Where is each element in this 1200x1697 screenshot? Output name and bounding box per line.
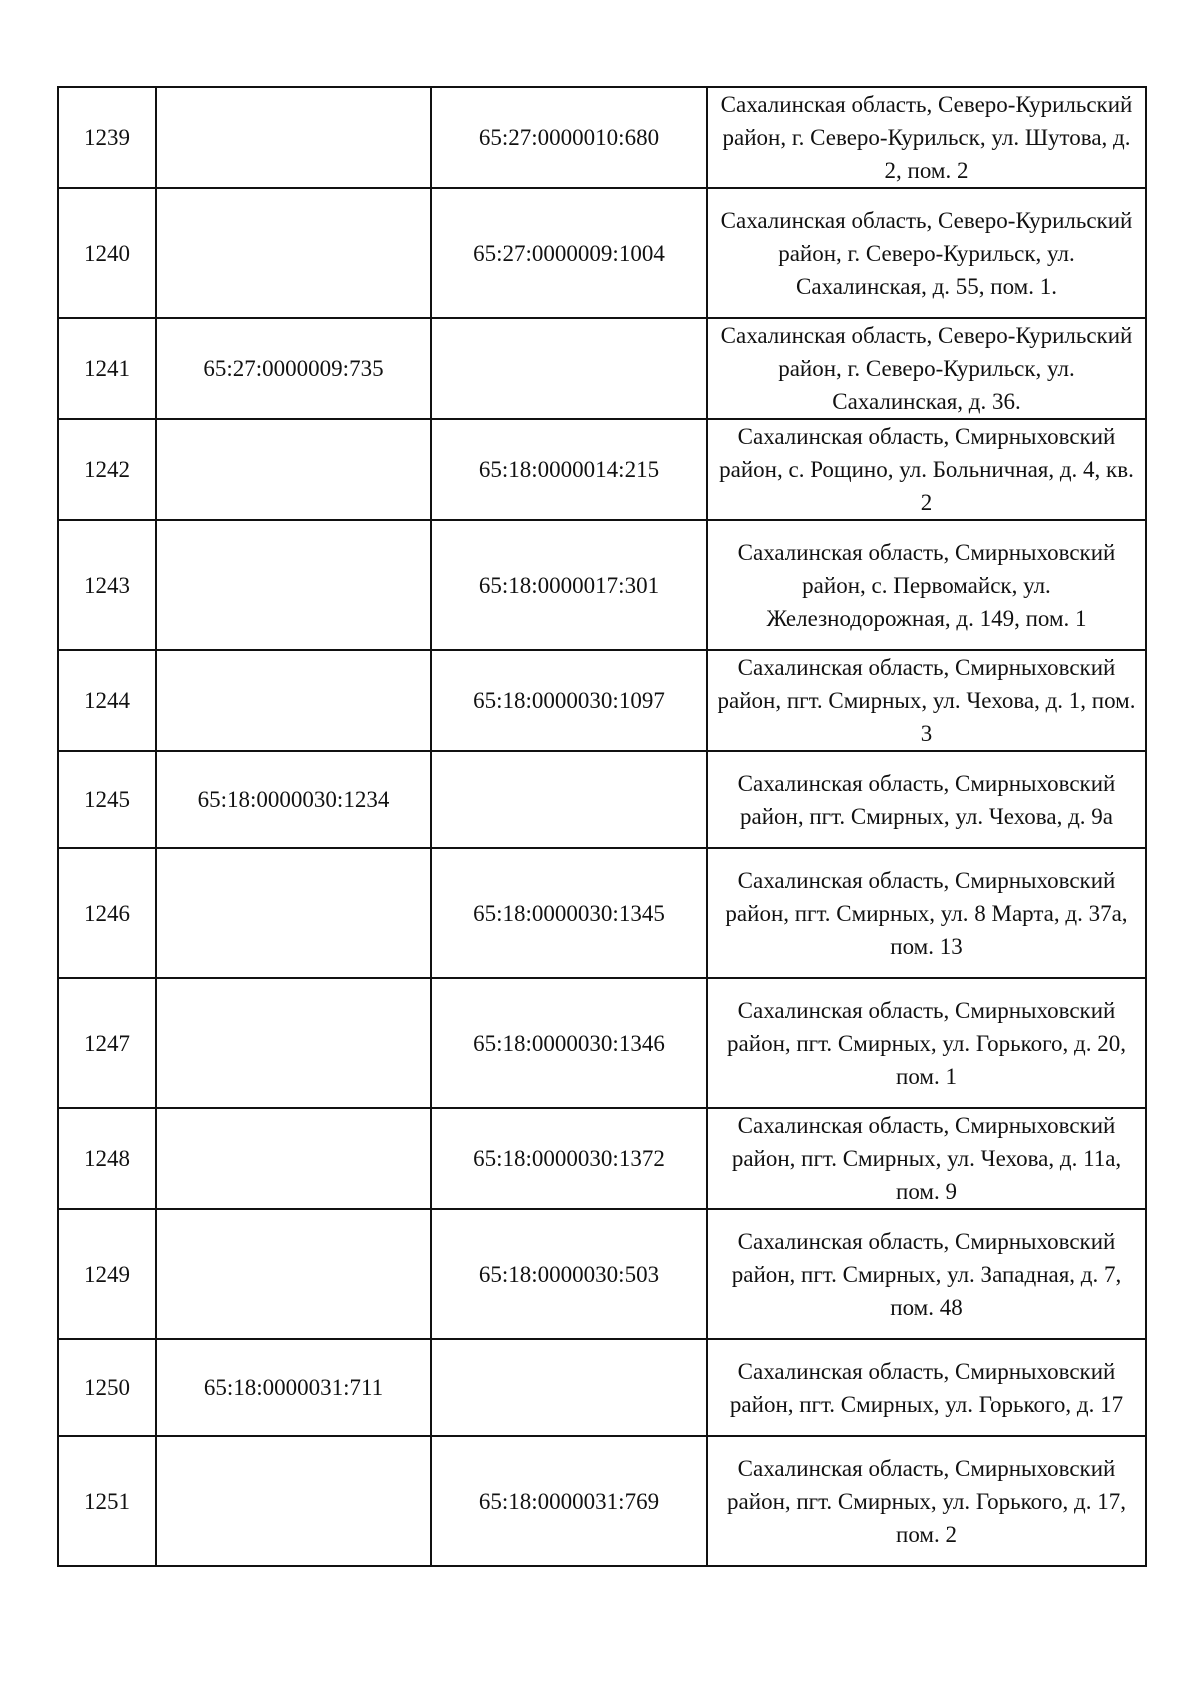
cadastral-number-col2 — [156, 978, 431, 1108]
address-cell: Сахалинская область, Смирныховский район, пгт. Смирных, ул. 8 Марта, д. 37а, пом. 13 — [707, 848, 1146, 978]
cadastral-number-col3: 65:18:0000030:1097 — [431, 650, 707, 751]
cadastral-number-col3: 65:18:0000017:301 — [431, 520, 707, 650]
row-number: 1245 — [58, 751, 156, 848]
cadastral-number-col3: 65:18:0000030:1372 — [431, 1108, 707, 1209]
property-registry-table — [57, 86, 1147, 1567]
address-cell: Сахалинская область, Смирныховский район, с. Рощино, ул. Больничная, д. 4, кв. 2 — [707, 419, 1146, 520]
cadastral-number-col3 — [431, 318, 707, 419]
cadastral-number-col3: 65:18:0000030:1346 — [431, 978, 707, 1108]
row-number: 1244 — [58, 650, 156, 751]
row-number: 1247 — [58, 978, 156, 1108]
cadastral-number-col3: 65:18:0000030:1345 — [431, 848, 707, 978]
address-cell: Сахалинская область, Смирныховский район, с. Первомайск, ул. Железнодорожная, д. 149, пом. 1 — [707, 520, 1146, 650]
table-row — [58, 419, 1146, 520]
cadastral-number-col2 — [156, 188, 431, 318]
table-row — [58, 1209, 1146, 1339]
table-row — [58, 318, 1146, 419]
address-cell: Сахалинская область, Смирныховский район, пгт. Смирных, ул. Чехова, д. 1, пом. 3 — [707, 650, 1146, 751]
address-cell: Сахалинская область, Северо-Курильский район, г. Северо-Курильск, ул. Шутова, д. 2, пом. 2 — [707, 87, 1146, 188]
row-number: 1249 — [58, 1209, 156, 1339]
address-cell: Сахалинская область, Северо-Курильский район, г. Северо-Курильск, ул. Сахалинская, д. 55, пом. 1. — [707, 188, 1146, 318]
address-cell: Сахалинская область, Смирныховский район, пгт. Смирных, ул. Горького, д. 17 — [707, 1339, 1146, 1436]
row-number: 1251 — [58, 1436, 156, 1566]
cadastral-number-col3: 65:18:0000014:215 — [431, 419, 707, 520]
cadastral-number-col3 — [431, 751, 707, 848]
address-cell: Сахалинская область, Смирныховский район, пгт. Смирных, ул. Чехова, д. 11а, пом. 9 — [707, 1108, 1146, 1209]
table-row — [58, 848, 1146, 978]
table-row — [58, 1436, 1146, 1566]
table-row — [58, 520, 1146, 650]
cadastral-number-col3: 65:18:0000030:503 — [431, 1209, 707, 1339]
row-number: 1242 — [58, 419, 156, 520]
cadastral-number-col2: 65:27:0000009:735 — [156, 318, 431, 419]
row-number: 1246 — [58, 848, 156, 978]
cadastral-number-col2 — [156, 520, 431, 650]
row-number: 1241 — [58, 318, 156, 419]
cadastral-number-col3: 65:27:0000009:1004 — [431, 188, 707, 318]
row-number: 1243 — [58, 520, 156, 650]
cadastral-number-col2 — [156, 848, 431, 978]
cadastral-number-col2: 65:18:0000030:1234 — [156, 751, 431, 848]
table-row — [58, 1339, 1146, 1436]
table-row — [58, 87, 1146, 188]
address-cell: Сахалинская область, Смирныховский район, пгт. Смирных, ул. Западная, д. 7, пом. 48 — [707, 1209, 1146, 1339]
address-cell: Сахалинская область, Смирныховский район, пгт. Смирных, ул. Горького, д. 20, пом. 1 — [707, 978, 1146, 1108]
cadastral-number-col3: 65:27:0000010:680 — [431, 87, 707, 188]
row-number: 1248 — [58, 1108, 156, 1209]
cadastral-number-col2 — [156, 1436, 431, 1566]
table-row — [58, 650, 1146, 751]
table-row — [58, 188, 1146, 318]
cadastral-number-col2 — [156, 87, 431, 188]
table-row — [58, 978, 1146, 1108]
row-number: 1240 — [58, 188, 156, 318]
cadastral-number-col3: 65:18:0000031:769 — [431, 1436, 707, 1566]
address-cell: Сахалинская область, Смирныховский район, пгт. Смирных, ул. Горького, д. 17, пом. 2 — [707, 1436, 1146, 1566]
cadastral-number-col2: 65:18:0000031:711 — [156, 1339, 431, 1436]
cadastral-number-col2 — [156, 650, 431, 751]
address-cell: Сахалинская область, Смирныховский район, пгт. Смирных, ул. Чехова, д. 9а — [707, 751, 1146, 848]
cadastral-number-col2 — [156, 1108, 431, 1209]
address-cell: Сахалинская область, Северо-Курильский район, г. Северо-Курильск, ул. Сахалинская, д. 36. — [707, 318, 1146, 419]
cadastral-number-col3 — [431, 1339, 707, 1436]
cadastral-number-col2 — [156, 1209, 431, 1339]
row-number: 1250 — [58, 1339, 156, 1436]
cadastral-number-col2 — [156, 419, 431, 520]
table-row — [58, 1108, 1146, 1209]
table-row — [58, 751, 1146, 848]
row-number: 1239 — [58, 87, 156, 188]
